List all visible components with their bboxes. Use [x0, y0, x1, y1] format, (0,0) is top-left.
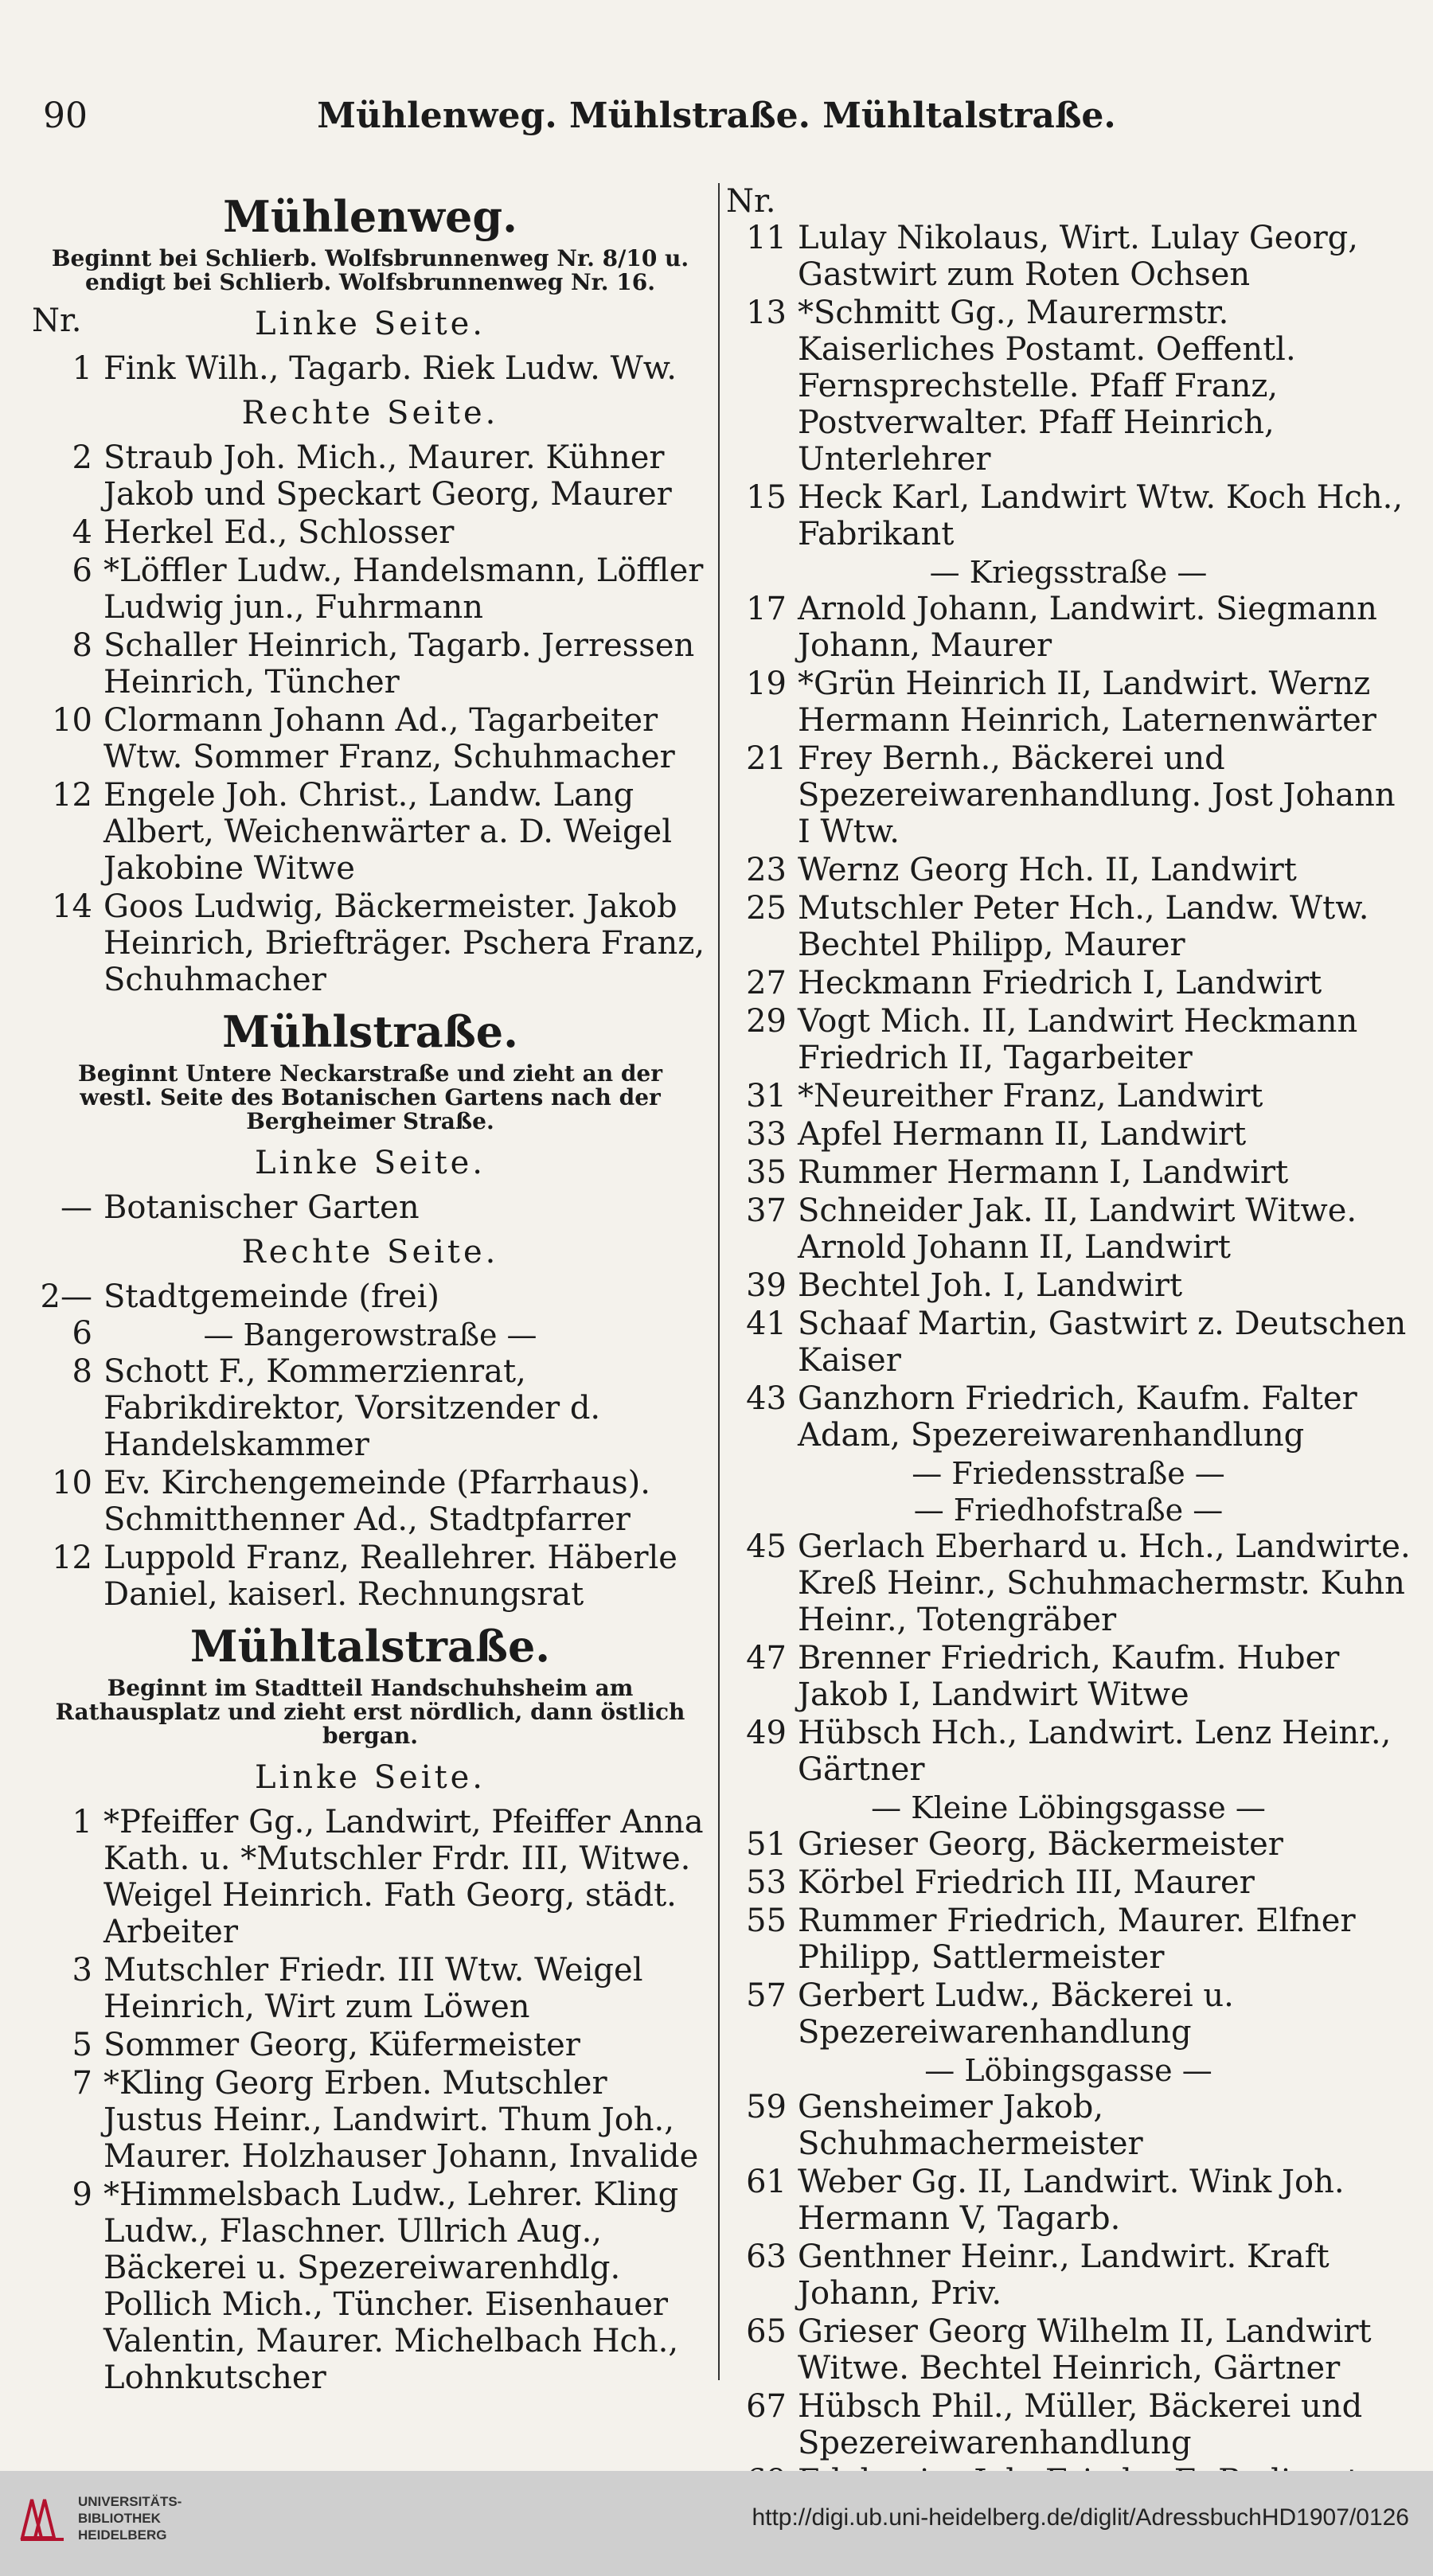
- resident-text: Schott F., Kommerzienrat, Fabrikdirektor, Vorsitzender d. Handelskammer: [103, 1353, 601, 1463]
- resident-text: Gerbert Ludw., Bäckerei u. Spezereiwarenhandlung: [798, 1977, 1234, 2051]
- directory-entry: [32, 777, 709, 887]
- nr-label: Nr.: [726, 183, 776, 220]
- nr-label: Nr.: [32, 302, 82, 339]
- house-number: 12: [52, 1540, 92, 1576]
- resident-text: Lulay Nikolaus, Wirt. Lulay Georg, Gastwirt zum Roten Ochsen: [798, 220, 1359, 293]
- house-number: 37: [746, 1192, 787, 1229]
- left-column: [32, 183, 709, 2398]
- directory-entry: [726, 2238, 1411, 2312]
- directory-entry: [726, 1154, 1411, 1191]
- house-number: 39: [746, 1267, 787, 1304]
- house-number: 43: [746, 1380, 787, 1417]
- house-number: 47: [746, 1640, 787, 1676]
- house-number: 31: [746, 1078, 787, 1114]
- house-number: 1: [72, 350, 92, 387]
- directory-entry: [726, 1267, 1411, 1304]
- directory-entry: [726, 295, 1411, 478]
- house-number: 10: [52, 702, 92, 739]
- section-description: Beginnt bei Schlierb. Wolfsbrunnenweg Nr. 8/10 u. endigt bei Schlierb. Wolfsbrunnenweg Nr. 16.: [51, 245, 689, 295]
- directory-entry: [32, 1952, 709, 2025]
- house-number: 2—6: [40, 1278, 92, 1352]
- resident-text: Körbel Friedrich III, Maurer: [798, 1864, 1255, 1901]
- entry-list: [726, 2089, 1411, 2500]
- house-number: 4: [72, 514, 92, 551]
- resident-text: Schaaf Martin, Gastwirt z. Deutschen Kaiser: [798, 1306, 1407, 1379]
- directory-entry: [726, 665, 1411, 739]
- section-title-muehlstrasse: Mühlstraße.: [222, 1006, 518, 1057]
- house-number: 25: [746, 890, 787, 927]
- viewer-footer: [0, 2471, 1433, 2576]
- house-number: 57: [746, 1977, 787, 2014]
- directory-entry: [726, 1528, 1411, 1638]
- resident-text: Ev. Kirchengemeinde (Pfarrhaus). Schmitthenner Ad., Stadtpfarrer: [103, 1465, 650, 1538]
- library-line: BIBLIOTHEK: [78, 2511, 161, 2526]
- house-number: 51: [746, 1826, 787, 1863]
- resident-text: *Schmitt Gg., Maurermstr. Kaiserliches Postamt. Oeffentl. Fernsprechstelle. Pfaff Franz, Postverwalter. Pfaff Heinrich, Unterlehrer: [798, 295, 1296, 478]
- directory-entry: [32, 1353, 709, 1463]
- house-number: 61: [746, 2164, 787, 2200]
- house-number: 8: [72, 627, 92, 664]
- house-number: 10: [52, 1465, 92, 1501]
- resident-text: Straub Joh. Mich., Maurer. Kühner Jakob und Speckart Georg, Maurer: [103, 439, 672, 513]
- cross-street: — Kleine Löbingsgasse —: [871, 1790, 1266, 1825]
- directory-entry: [726, 740, 1411, 850]
- library-name: [78, 2493, 182, 2543]
- resident-text: Rummer Hermann I, Landwirt: [798, 1154, 1289, 1191]
- entry-list: [726, 1528, 1411, 1788]
- resident-text: Luppold Franz, Reallehrer. Häberle Daniel, kaiserl. Rechnungsrat: [103, 1540, 677, 1613]
- cross-street: — Friedhofstraße —: [913, 1493, 1224, 1528]
- directory-entry: [726, 2388, 1411, 2461]
- entry-list: [726, 591, 1411, 1454]
- resident-text: Mutschler Friedr. III Wtw. Weigel Heinrich, Wirt zum Löwen: [103, 1952, 643, 2025]
- directory-entry: [32, 439, 709, 513]
- side-heading: Linke Seite.: [254, 1759, 486, 1796]
- house-number: 12: [52, 777, 92, 814]
- house-number: 33: [746, 1116, 787, 1153]
- resident-text: *Neureither Franz, Landwirt: [798, 1078, 1263, 1114]
- house-number: 8: [72, 1353, 92, 1390]
- university-library-logo-icon: [18, 2493, 67, 2543]
- side-heading: Linke Seite.: [254, 306, 486, 342]
- directory-entry: [726, 1715, 1411, 1788]
- section-description: Beginnt im Stadtteil Handschuhsheim am Rathausplatz und zieht erst nördlich, dann östlich bergan.: [55, 1675, 685, 1749]
- directory-entry: [32, 627, 709, 701]
- cross-street: — Löbingsgasse —: [924, 2053, 1212, 2088]
- directory-entry: [726, 220, 1411, 293]
- entry-list: [32, 1353, 709, 1613]
- resident-text: Heckmann Friedrich I, Landwirt: [798, 965, 1322, 1001]
- directory-entry: [726, 2089, 1411, 2162]
- house-number: 29: [746, 1003, 787, 1040]
- resident-text: Schneider Jak. II, Landwirt Witwe. Arnold Johann II, Landwirt: [798, 1192, 1357, 1266]
- house-number: 15: [746, 479, 787, 516]
- directory-entry: [32, 1189, 709, 1226]
- house-number: 45: [746, 1528, 787, 1565]
- directory-entry: [32, 2065, 709, 2175]
- entry-list: [726, 220, 1411, 552]
- house-number: 2: [72, 439, 92, 476]
- entry-list: [32, 350, 709, 387]
- resident-text: Weber Gg. II, Landwirt. Wink Joh. Hermann V, Tagarb.: [798, 2164, 1345, 2237]
- resident-text: *Pfeiffer Gg., Landwirt, Pfeiffer Anna Kath. u. *Mutschler Frdr. III, Witwe. Weigel Heinrich. Fath Georg, städt. Arbeiter: [103, 1804, 704, 1950]
- directory-entry: [726, 1192, 1411, 1266]
- directory-entry: [726, 1640, 1411, 1713]
- resident-text: Ganzhorn Friedrich, Kaufm. Falter Adam, Spezereiwarenhandlung: [798, 1380, 1357, 1454]
- house-number: 13: [746, 295, 787, 331]
- directory-entry: [32, 2176, 709, 2396]
- resident-text: Herkel Ed., Schlosser: [103, 514, 455, 551]
- resident-text: Fink Wilh., Tagarb. Riek Ludw. Ww.: [103, 350, 677, 387]
- directory-entry: [726, 1903, 1411, 1976]
- house-number: 5: [72, 2027, 92, 2063]
- resident-text: *Grün Heinrich II, Landwirt. Wernz Hermann Heinrich, Laternenwärter: [798, 665, 1376, 739]
- directory-entry: [726, 1306, 1411, 1379]
- house-number: 1: [72, 1804, 92, 1840]
- house-number: 27: [746, 965, 787, 1001]
- directory-entry: [32, 2027, 709, 2063]
- permalink-url[interactable]: http://digi.ub.uni-heidelberg.de/diglit/AdressbuchHD1907/0126: [752, 2504, 1409, 2531]
- resident-text: Clormann Johann Ad., Tagarbeiter Wtw. Sommer Franz, Schuhmacher: [103, 702, 675, 775]
- directory-entry: [726, 1380, 1411, 1454]
- house-number: 14: [52, 888, 92, 925]
- directory-entry: [726, 591, 1411, 664]
- resident-text: Wernz Georg Hch. II, Landwirt: [798, 852, 1297, 888]
- house-number: 53: [746, 1864, 787, 1901]
- resident-text: *Kling Georg Erben. Mutschler Justus Heinr., Landwirt. Thum Joh., Maurer. Holzhauser Johann, Invalide: [103, 2065, 699, 2175]
- resident-text: *Löffler Ludw., Handelsmann, Löffler Ludwig jun., Fuhrmann: [103, 552, 704, 626]
- entry-list: [726, 1826, 1411, 2051]
- running-title: Mühlenweg. Mühlstraße. Mühltalstraße.: [317, 96, 1116, 136]
- house-number: 21: [746, 740, 787, 777]
- resident-text: Heck Karl, Landwirt Wtw. Koch Hch., Fabrikant: [798, 479, 1404, 552]
- resident-text: Bechtel Joh. I, Landwirt: [798, 1267, 1183, 1304]
- house-number: —: [61, 1189, 92, 1226]
- directory-entry: [726, 2313, 1411, 2387]
- resident-text: Vogt Mich. II, Landwirt Heckmann Friedrich II, Tagarbeiter: [798, 1003, 1358, 1076]
- directory-entry: [726, 1116, 1411, 1153]
- page-header: [32, 96, 1401, 143]
- house-number: 11: [746, 220, 787, 256]
- resident-text: Schaller Heinrich, Tagarb. Jerressen Heinrich, Tüncher: [103, 627, 695, 701]
- resident-text: Arnold Johann, Landwirt. Siegmann Johann, Maurer: [798, 591, 1377, 664]
- column-divider: [718, 183, 720, 2380]
- house-number: 55: [746, 1903, 787, 1939]
- directory-entry: [726, 479, 1411, 552]
- resident-text: Engele Joh. Christ., Landw. Lang Albert, Weichenwärter a. D. Weigel Jakobine Witwe: [103, 777, 673, 887]
- cross-street: — Friedensstraße —: [912, 1456, 1225, 1491]
- resident-text: Frey Bernh., Bäckerei und Spezereiwarenhandlung. Jost Johann I Wtw.: [798, 740, 1396, 850]
- directory-entry: [726, 2164, 1411, 2237]
- directory-entry: [726, 1977, 1411, 2051]
- resident-text: Grieser Georg, Bäckermeister: [798, 1826, 1283, 1863]
- house-number: 17: [746, 591, 787, 627]
- directory-entry: [32, 552, 709, 626]
- cross-street: — Kriegsstraße —: [929, 555, 1208, 590]
- resident-text: Gensheimer Jakob, Schuhmachermeister: [798, 2089, 1143, 2162]
- directory-entry: [32, 1804, 709, 1950]
- resident-text: Brenner Friedrich, Kaufm. Huber Jakob I, Landwirt Witwe: [798, 1640, 1340, 1713]
- directory-entry: [726, 852, 1411, 888]
- directory-entry: [726, 1826, 1411, 1863]
- house-number: 6: [72, 552, 92, 589]
- section-title-muehltalstrasse: Mühltalstraße.: [189, 1621, 551, 1672]
- house-number: 3: [72, 1952, 92, 1989]
- resident-text: Grieser Georg Wilhelm II, Landwirt Witwe. Bechtel Heinrich, Gärtner: [798, 2313, 1372, 2387]
- resident-text: Goos Ludwig, Bäckermeister. Jakob Heinrich, Briefträger. Pschera Franz, Schuhmacher: [103, 888, 705, 998]
- directory-entry: [32, 350, 709, 387]
- resident-text: Botanischer Garten: [103, 1189, 420, 1226]
- resident-text: Apfel Hermann II, Landwirt: [798, 1116, 1247, 1153]
- house-number: 19: [746, 665, 787, 702]
- house-number: 63: [746, 2238, 787, 2275]
- directory-entry: [32, 514, 709, 551]
- library-line: HEIDELBERG: [78, 2527, 167, 2543]
- entry-list: [32, 1189, 709, 1226]
- section-description: Beginnt Untere Neckarstraße und zieht an der westl. Seite des Botanischen Gartens nach der Bergheimer Straße.: [78, 1060, 662, 1134]
- cross-street: — Bangerowstraße —: [203, 1317, 537, 1352]
- entry-list: [32, 1804, 709, 2396]
- resident-text: *Himmelsbach Ludw., Lehrer. Kling Ludw., Flaschner. Ullrich Aug., Bäckerei u. Spezereiwarenhdlg. Pollich Mich., Tüncher. Eisenhauer Valentin, Maurer. Michelbach Hch., Lohnkutscher: [103, 2176, 679, 2396]
- resident-text: Gerlach Eberhard u. Hch., Landwirte. Kreß Heinr., Schuhmachermstr. Kuhn Heinr., Totengräber: [798, 1528, 1411, 1638]
- resident-text: Genthner Heinr., Landwirt. Kraft Johann, Priv.: [798, 2238, 1330, 2312]
- house-number: 65: [746, 2313, 787, 2350]
- directory-entry: [726, 1003, 1411, 1076]
- resident-text: Stadtgemeinde (frei): [103, 1278, 440, 1315]
- house-number: 7: [72, 2065, 92, 2102]
- entry-list: [32, 439, 709, 998]
- side-heading: Linke Seite.: [254, 1145, 486, 1181]
- resident-text: Mutschler Peter Hch., Landw. Wtw. Bechtel Philipp, Maurer: [798, 890, 1369, 963]
- library-line: UNIVERSITÄTS-: [78, 2494, 182, 2509]
- section-title-muehlenweg: Mühlenweg.: [223, 191, 517, 242]
- house-number: 49: [746, 1715, 787, 1751]
- directory-entry: [32, 1465, 709, 1538]
- directory-entry: [726, 890, 1411, 963]
- directory-entry: [726, 1864, 1411, 1901]
- side-heading: Rechte Seite.: [241, 1234, 499, 1270]
- directory-entry: [32, 888, 709, 998]
- house-number: 59: [746, 2089, 787, 2125]
- resident-text: Hübsch Hch., Landwirt. Lenz Heinr., Gärtner: [798, 1715, 1392, 1788]
- directory-entry: [726, 965, 1411, 1001]
- resident-text: Sommer Georg, Küfermeister: [103, 2027, 580, 2063]
- house-number: 35: [746, 1154, 787, 1191]
- house-number: 23: [746, 852, 787, 888]
- house-number: 67: [746, 2388, 787, 2425]
- page-number: 90: [43, 96, 88, 136]
- directory-entry: [32, 1540, 709, 1613]
- directory-entry: [32, 702, 709, 775]
- side-heading: Rechte Seite.: [241, 395, 499, 431]
- resident-text: Rummer Friedrich, Maurer. Elfner Philipp, Sattlermeister: [798, 1903, 1356, 1976]
- house-number: 9: [72, 2176, 92, 2213]
- house-number: 41: [746, 1306, 787, 1342]
- right-column: [726, 183, 1411, 2501]
- directory-entry: [726, 1078, 1411, 1114]
- resident-text: Hübsch Phil., Müller, Bäckerei und Spezereiwarenhandlung: [798, 2388, 1363, 2461]
